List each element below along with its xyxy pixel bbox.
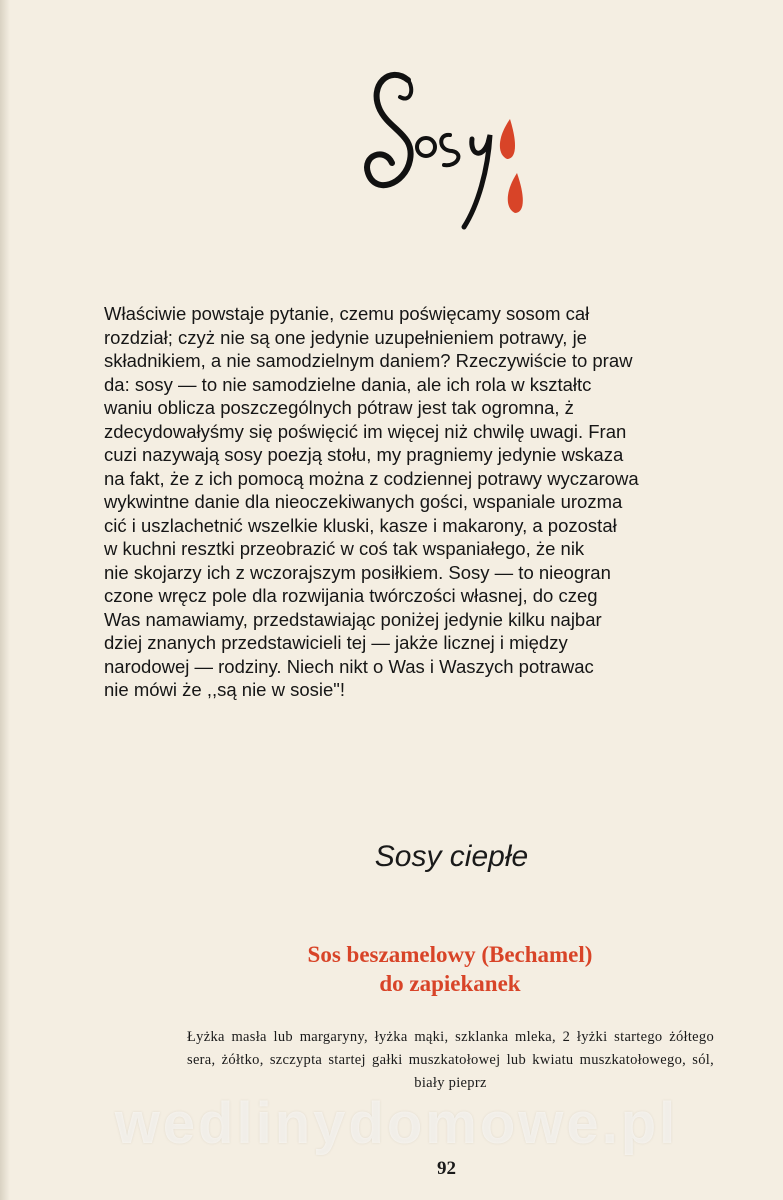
intro-line: w kuchni resztki przeobrazić w coś tak wspaniałego, że nik [104,538,585,559]
intro-paragraph [104,302,783,702]
intro-line: Was namawiamy, przedstawiając poniżej jedynie kilku najbar [104,608,602,630]
recipe-title-line-1: Sos beszamelowy (Bechamel) [307,942,593,967]
intro-line: waniu oblicza poszczególnych pótraw jest tak ogromna, ż [104,397,574,418]
intro-line: zdecydowałyśmy się poświęcić im więcej niż chwilę uwagi. Fran [104,420,627,442]
intro-line: narodowej — rodziny. Niech nikt o Was i Waszych potrawac [104,655,594,677]
sosy-calligraphy-logo [360,55,540,245]
intro-line: czone wręcz pole dla rozwijania twórczości własnej, do czeg [104,585,598,606]
intro-line: składnikiem, a nie samodzielnym daniem? Rzeczywiście to praw [104,350,633,371]
recipe-title-line-2: do zapiekanek [379,971,521,996]
intro-line: wykwintne danie dla nieoczekiwanych gości, wspaniale urozma [104,491,623,512]
intro-line: nie skojarzy ich z wczorajszym posiłkiem. Sosy — to nieogran [104,561,611,583]
red-drop-icon [500,119,515,159]
chapter-title-art [360,55,540,245]
watermark: wedlinydomowe.pl [114,1091,679,1156]
intro-line: rozdział; czyż nie są one jedynie uzupełnieniem potrawy, je [104,326,587,348]
recipe-title [200,940,700,998]
section-title: Sosy ciepłe [374,840,529,873]
intro-line: cić i uszlachetnić wszelkie kluski, kasze i makarony, a pozostał [104,514,617,536]
recipe-ingredients: Łyżka masła lub margaryny, łyżka mąki, szklanka mleka, 2 łyżki startego żółtego sera, żółtko, szczypta startej gałki muszkatołowej lub kwiatu muszkatołowego, sól, biały pieprz [187,1029,714,1091]
intro-line: Właściwie powstaje pytanie, czemu poświęcamy sosom cał [104,303,590,324]
intro-line: cuzi nazywają sosy poezją stołu, my pragniemy jedynie wskaza [104,444,624,465]
page-number: 92 [437,1158,456,1179]
intro-line: na fakt, że z ich pomocą można z codziennej potrawy wyczarowa [104,467,639,489]
intro-line: nie mówi że ,,są nie w sosie"! [104,679,345,700]
intro-line: da: sosy — to nie samodzielne dania, ale ich rola w kształtc [104,373,592,395]
intro-line: dziej znanych przedstawicieli tej — jakże licznej i między [104,632,568,653]
red-drop-icon [508,173,523,213]
page-edge-shadow [0,0,10,1200]
